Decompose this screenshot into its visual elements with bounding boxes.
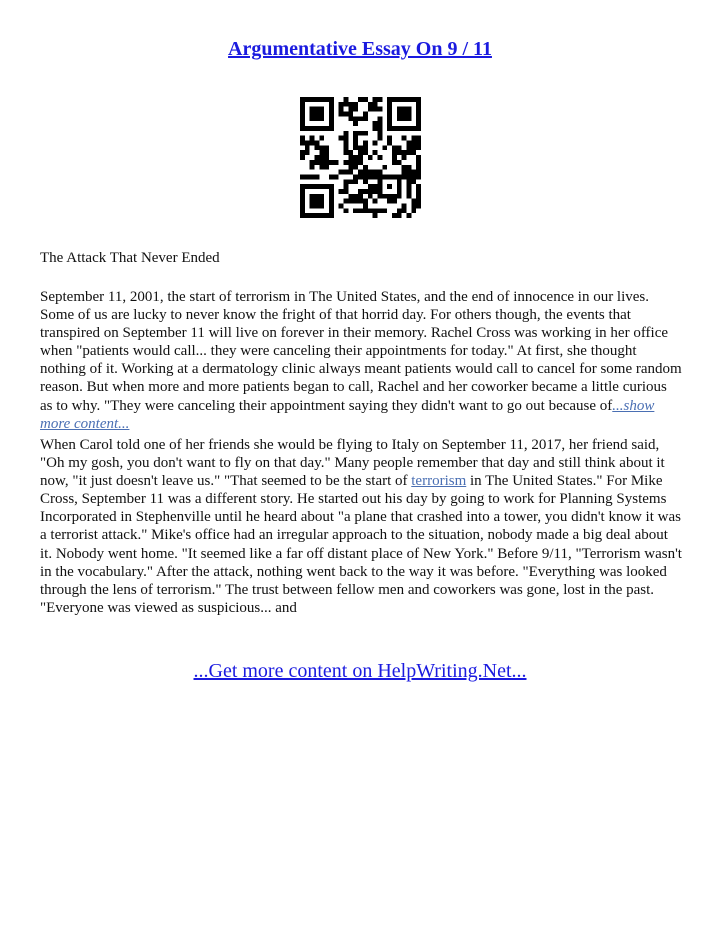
paragraph-2-text-after: in The United States." For Mike Cross, September 11 was a different story. He started out his day by going to work for Planning Systems Incorporated in Stephenville until he heard about "a plane that crashed into a tower, you didn't know it was a terrorist attack." Mike's office had an irregular approach to the situation, nobody made a big deal about it. Nobody went home. "It seemed like a far off distant place of New York." Before 9/11, "Terrorism wasn't in the vocabulary." After the attack, nothing went back to the way it was before. "Everything was looked through the lens of terrorism." The trust between fellow men and coworkers was gone, lost in the past. "Everyone was viewed as suspicious... and [40,473,682,616]
get-more-content-link[interactable]: ...Get more content on HelpWriting.Net... [193,660,527,682]
qr-code-icon [300,97,421,218]
show-more-link[interactable]: ...show more content... [40,397,655,432]
essay-subtitle: The Attack That Never Ended [40,250,220,266]
terrorism-link[interactable]: terrorism [411,473,467,490]
document-title[interactable]: Argumentative Essay On 9 / 11 [228,38,492,60]
paragraph-1-text: September 11, 2001, the start of terrorism in The United States, and the end of innocence in our lives. Some of us are lucky to never know the fright of that horrid day. For others though, the events that transpired on September 11 will live on forever in their memory. Rachel Cross was working in her office when "patients would call... they were canceling their appointments for today." At first, she thought nothing of it. Working at a dermatology clinic always meant patients would call to cancel for some random reason. But when more and more patients began to call, Rachel and her coworker became a little curious as to why. "They were canceling their appointment saying they didn't want to go out because of [40,289,682,414]
essay-paragraph-2 [40,436,682,617]
paragraph-2-text-before: When Carol told one of her friends she would be flying to Italy on September 11, 2017, her friend said, "Oh my gosh, you don't want to fly on that day." Many people remember that day and still think about it now, "it just doesn't leave us." "That seemed to be the start of [40,437,665,490]
essay-paragraph-1 [40,288,682,433]
